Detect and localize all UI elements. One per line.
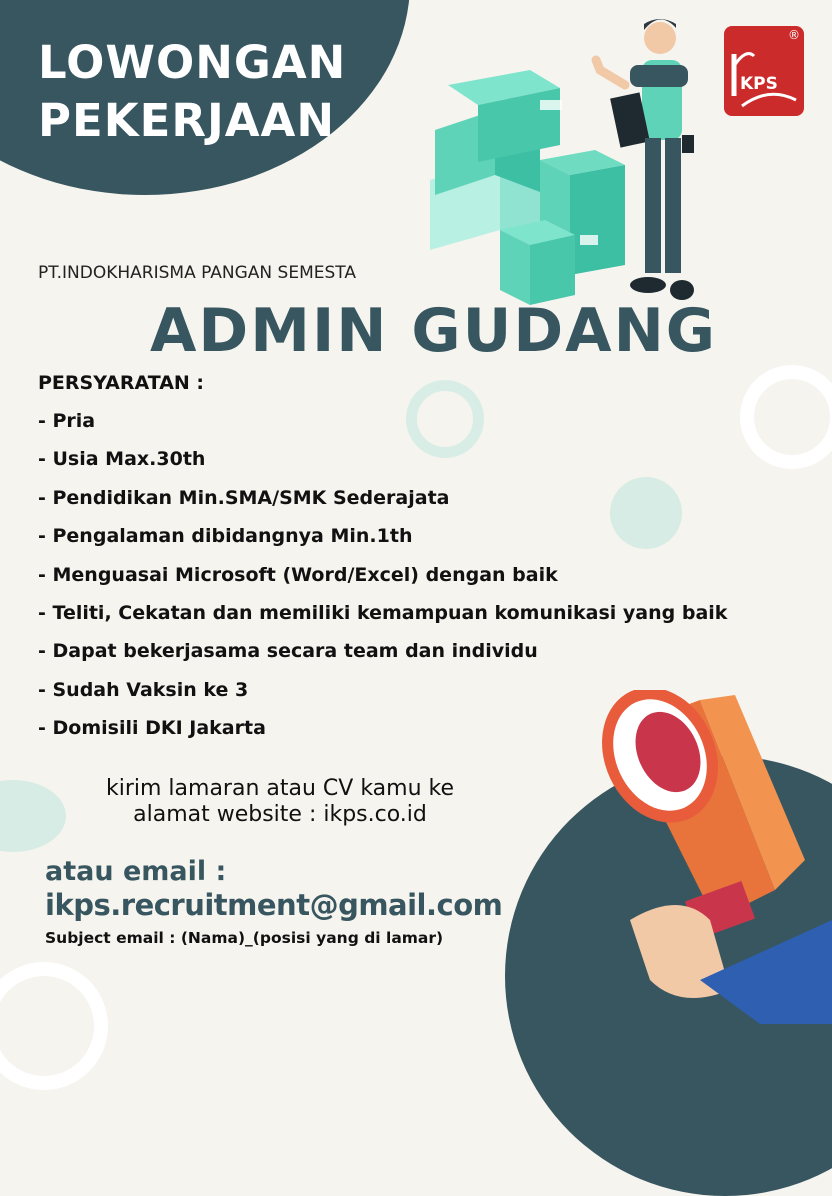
requirement-item: - Pendidikan Min.SMA/SMK Sederajata	[38, 486, 450, 509]
requirement-item: - Teliti, Cekatan dan memiliki kemampuan komunikasi yang baik	[38, 601, 728, 624]
job-title: ADMIN GUDANG	[150, 296, 718, 366]
warehouse-worker-illustration	[420, 10, 720, 310]
send-instruction-line1: kirim lamaran atau CV kamu ke	[105, 776, 455, 801]
requirements-heading: PERSYARATAN :	[38, 372, 205, 394]
requirement-item: - Sudah Vaksin ke 3	[38, 678, 249, 701]
logo-registered-mark: ®	[788, 28, 800, 42]
decor-ring-bottom	[0, 962, 108, 1090]
requirement-item: - Usia Max.30th	[38, 448, 206, 471]
requirement-item: - Pria	[38, 410, 96, 432]
megaphone-icon	[560, 690, 832, 1024]
logo-text: KPS	[740, 74, 778, 94]
page-title	[38, 34, 398, 150]
requirement-item: - Dapat bekerjasama secara team dan individu	[38, 640, 538, 663]
email-label: atau email :	[45, 856, 227, 887]
requirement-item: - Menguasai Microsoft (Word/Excel) dengan baik	[38, 563, 558, 586]
subject-note: Subject email : (Nama)_(posisi yang di lamar)	[45, 929, 444, 947]
send-instruction-line2: alamat website : ikps.co.id	[133, 802, 427, 827]
company-name: PT.INDOKHARISMA PANGAN SEMESTA	[38, 263, 356, 283]
page-title-line1: LOWONGAN	[38, 36, 347, 89]
email-address[interactable]: ikps.recruitment@gmail.com	[45, 888, 503, 922]
decor-ring-right	[740, 365, 832, 469]
requirement-item: - Domisili DKI Jakarta	[38, 717, 266, 740]
box-stack-icon	[430, 70, 625, 305]
decor-dot-left	[0, 780, 66, 852]
send-instruction	[60, 776, 500, 828]
page-title-line2: PEKERJAAN	[38, 94, 336, 147]
requirement-item: - Pengalaman dibidangnya Min.1th	[38, 525, 413, 548]
